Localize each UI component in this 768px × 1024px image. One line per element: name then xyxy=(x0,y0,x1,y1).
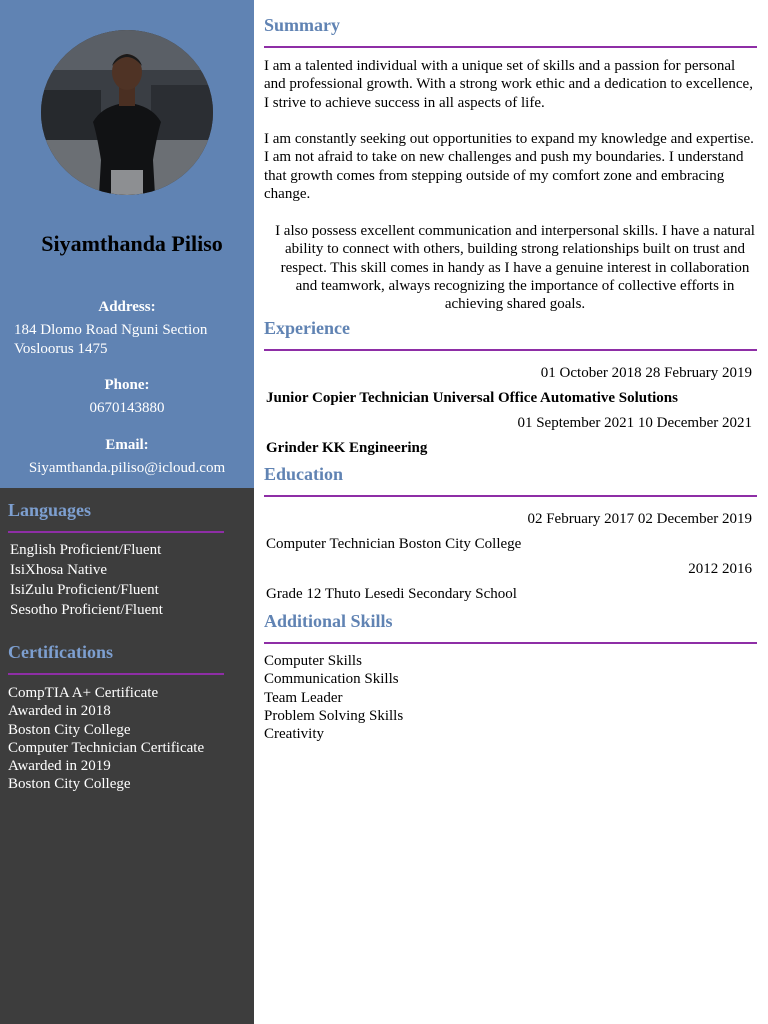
profile-name: Siyamthanda Piliso xyxy=(41,231,223,256)
languages-divider xyxy=(8,531,224,533)
skill-item: Problem Solving Skills xyxy=(264,707,404,724)
skills-heading: Additional Skills xyxy=(264,611,393,631)
languages-heading: Languages xyxy=(8,500,92,520)
skill-item: Communication Skills xyxy=(264,671,399,688)
email-value: Siyamthanda.piliso@icloud.com xyxy=(28,460,226,476)
certifications-heading: Certifications xyxy=(8,642,113,662)
education-title: Computer Technician Boston City College xyxy=(266,536,522,552)
summary-paragraph-3: I also possess excellent communication and interpersonal skills. I have a natural ability to connect with others, building strong relationships built on trust and respect. This skill comes in handy as I have a genuine interest in collaboration and teamwork, always recognizing the importance of collective efforts in achieving shared goals. xyxy=(275,223,755,313)
email-label: Email: xyxy=(105,437,149,453)
certification-line: Awarded in 2018 xyxy=(8,703,111,720)
experience-divider xyxy=(264,349,757,351)
summary-divider xyxy=(264,46,757,48)
education-title: Grade 12 Thuto Lesedi Secondary School xyxy=(266,586,517,602)
language-item: IsiZulu Proficient/Fluent xyxy=(10,582,159,598)
summary-paragraph-2: I am constantly seeking out opportunities to expand my knowledge and expertise. I am not afraid to take on new challenges and push my boundaries. I understand that growth comes from stepping outside of my comfort zone and embracing change. xyxy=(264,131,754,202)
profile-photo xyxy=(41,30,213,195)
certification-line: Boston City College xyxy=(8,776,131,793)
experience-dates: 01 October 2018 28 February 2019 xyxy=(540,365,752,381)
language-item: IsiXhosa Native xyxy=(10,562,108,578)
summary-heading: Summary xyxy=(264,15,340,35)
certifications-list xyxy=(8,684,204,794)
skill-item: Computer Skills xyxy=(264,653,362,669)
languages-list xyxy=(10,540,163,620)
phone-value: 0670143880 xyxy=(89,400,165,416)
certification-line: Awarded in 2019 xyxy=(8,758,111,775)
profile-panel xyxy=(0,0,254,488)
experience-title: Junior Copier Technician Universal Office Automative Solutions xyxy=(266,390,678,406)
education-divider xyxy=(264,495,757,497)
experience-heading: Experience xyxy=(264,318,350,338)
certification-line: Boston City College xyxy=(8,721,131,738)
education-dates: 02 February 2017 02 December 2019 xyxy=(527,511,752,527)
summary-paragraph-1: I am a talented individual with a unique set of skills and a passion for personal and professional growth. With a strong work ethic and a dedication to excellence, I strive to achieve success in all aspects of life. xyxy=(264,58,753,111)
skill-item: Creativity xyxy=(264,726,324,743)
skills-divider xyxy=(264,642,757,644)
address-line-1: 184 Dlomo Road Nguni Section xyxy=(14,322,208,338)
skill-item: Team Leader xyxy=(264,689,343,706)
certification-line: Computer Technician Certificate xyxy=(8,739,205,756)
sidebar xyxy=(0,0,254,1024)
experience-dates: 01 September 2021 10 December 2021 xyxy=(517,415,752,431)
address-label: Address: xyxy=(98,299,156,315)
language-item: English Proficient/Fluent xyxy=(10,542,162,558)
education-heading: Education xyxy=(264,464,344,484)
education-dates: 2012 2016 xyxy=(688,561,752,577)
address-line-2: Vosloorus 1475 xyxy=(14,341,108,357)
language-item: Sesotho Proficient/Fluent xyxy=(10,602,163,618)
certification-line: CompTIA A+ Certificate xyxy=(8,685,159,701)
phone-label: Phone: xyxy=(104,377,150,393)
certifications-divider xyxy=(8,673,224,675)
experience-title: Grinder KK Engineering xyxy=(266,440,428,456)
skills-list xyxy=(264,652,403,743)
